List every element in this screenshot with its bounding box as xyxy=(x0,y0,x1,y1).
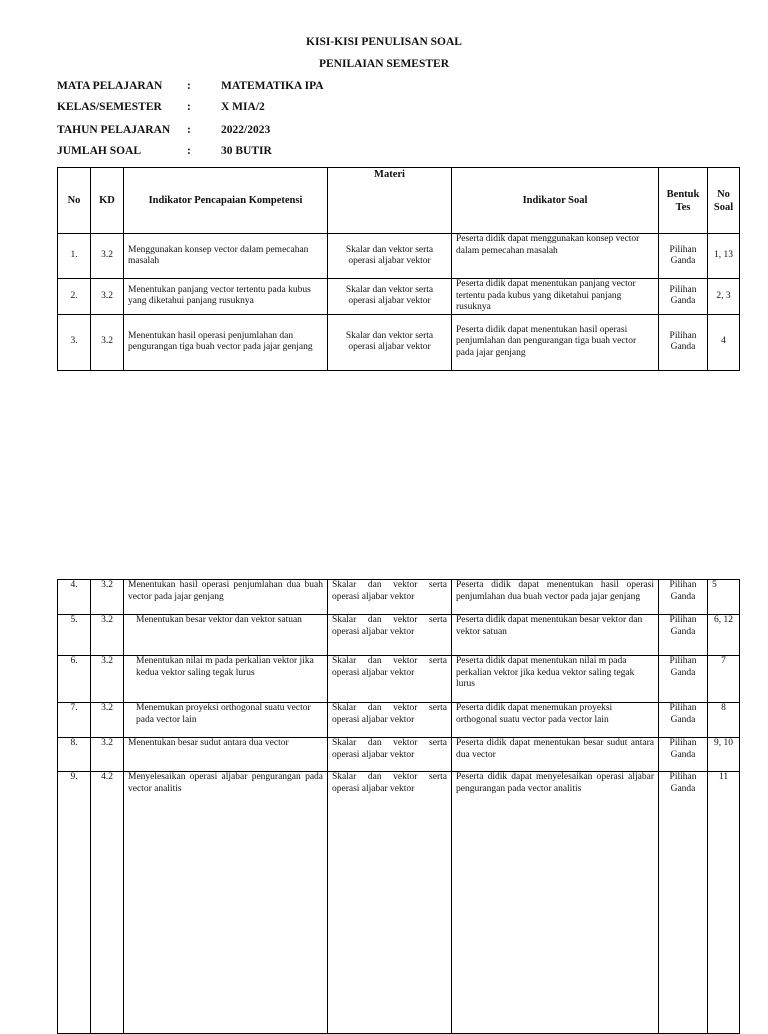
header-no-soal: No Soal xyxy=(708,168,740,234)
cell-indikator-soal: Peserta didik dapat menemukan proyeksi orthogonal suatu vector pada vector lain xyxy=(452,703,659,738)
cell-no-soal: 5 xyxy=(708,580,740,615)
cell-indikator-soal: Peserta didik dapat menentukan panjang vector tertentu pada kubus yang diketahui panjang rusuknya xyxy=(452,279,659,315)
cell-materi: Skalar dan vektor serta operasi aljabar vektor xyxy=(328,580,452,615)
meta-value: 2022/2023 xyxy=(221,124,271,136)
cell-indikator-soal: Peserta didik dapat menyelesaikan operasi aljabar pengurangan pada vector analitis xyxy=(452,772,659,1034)
cell-no: 4. xyxy=(58,580,91,615)
table-row xyxy=(58,615,740,656)
cell-no-soal: 9, 10 xyxy=(708,738,740,772)
cell-kd: 3.2 xyxy=(91,234,124,279)
table-row xyxy=(58,703,740,738)
cell-indikator-soal: Peserta didik dapat menentukan nilai m pada perkalian vektor jika kedua vektor saling tegak lurus xyxy=(452,656,659,703)
cell-no: 7. xyxy=(58,703,91,738)
meta-label: MATA PELAJARAN xyxy=(57,80,163,92)
cell-no: 8. xyxy=(58,738,91,772)
cell-no: 2. xyxy=(58,279,91,315)
cell-kd: 3.2 xyxy=(91,656,124,703)
cell-indikator-soal: Peserta didik dapat menentukan besar vektor dan vektor satuan xyxy=(452,615,659,656)
table-row xyxy=(58,279,740,315)
cell-ipk: Menentukan besar sudut antara dua vector xyxy=(124,738,328,772)
cell-no: 5. xyxy=(58,615,91,656)
cell-materi: Skalar dan vektor serta operasi aljabar vektor xyxy=(328,772,452,1034)
kisi-kisi-table-2 xyxy=(57,579,740,1034)
cell-bentuk-tes: Pilihan Ganda xyxy=(659,234,708,279)
kisi-kisi-table-1 xyxy=(57,167,740,371)
header-materi: Materi xyxy=(328,168,452,234)
meta-label: JUMLAH SOAL xyxy=(57,145,142,157)
meta-colon: : xyxy=(187,80,191,92)
table-row xyxy=(58,656,740,703)
cell-bentuk-tes: Pilihan Ganda xyxy=(659,772,708,1034)
cell-ipk: Menggunakan konsep vector dalam pemecahan masalah xyxy=(124,234,328,279)
cell-bentuk-tes: Pilihan Ganda xyxy=(659,279,708,315)
cell-no-soal: 6, 12 xyxy=(708,615,740,656)
cell-kd: 3.2 xyxy=(91,738,124,772)
cell-no-soal: 8 xyxy=(708,703,740,738)
cell-indikator-soal: Peserta didik dapat menggunakan konsep vector dalam pemecahan masalah xyxy=(452,234,659,279)
cell-materi: Skalar dan vektor serta operasi aljabar vektor xyxy=(328,615,452,656)
table-row xyxy=(58,580,740,615)
cell-kd: 3.2 xyxy=(91,580,124,615)
table-header-row xyxy=(58,168,740,234)
cell-no-soal: 1, 13 xyxy=(708,234,740,279)
cell-materi: Skalar dan vektor serta operasi aljabar vektor xyxy=(328,703,452,738)
document-title: KISI-KISI PENULISAN SOAL xyxy=(306,36,462,48)
header-bentuk-tes: Bentuk Tes xyxy=(659,168,708,234)
cell-no-soal: 2, 3 xyxy=(708,279,740,315)
table-row xyxy=(58,772,740,1034)
cell-kd: 4.2 xyxy=(91,772,124,1034)
meta-label: KELAS/SEMESTER xyxy=(57,101,162,113)
cell-kd: 3.2 xyxy=(91,615,124,656)
cell-no: 6. xyxy=(58,656,91,703)
cell-ipk: Menentukan besar vektor dan vektor satuan xyxy=(124,615,328,656)
table-row xyxy=(58,314,740,370)
cell-ipk: Menyelesaikan operasi aljabar pengurangan pada vector analitis xyxy=(124,772,328,1034)
cell-ipk: Menentukan nilai m pada perkalian vektor jika kedua vektor saling tegak lurus xyxy=(124,656,328,703)
meta-colon: : xyxy=(187,145,191,157)
cell-bentuk-tes: Pilihan Ganda xyxy=(659,580,708,615)
meta-value: 30 BUTIR xyxy=(221,145,272,157)
cell-bentuk-tes: Pilihan Ganda xyxy=(659,703,708,738)
cell-ipk: Menentukan hasil operasi penjumlahan dua buah vector pada jajar genjang xyxy=(124,580,328,615)
meta-value: X MIA/2 xyxy=(221,101,265,113)
header-kd: KD xyxy=(91,168,124,234)
cell-materi: Skalar dan vektor serta operasi aljabar vektor xyxy=(328,234,452,279)
cell-ipk: Menentukan hasil operasi penjumlahan dan pengurangan tiga buah vector pada jajar genjang xyxy=(124,314,328,370)
cell-materi: Skalar dan vektor serta operasi aljabar vektor xyxy=(328,279,452,315)
cell-no: 1. xyxy=(58,234,91,279)
cell-materi: Skalar dan vektor serta operasi aljabar vektor xyxy=(328,314,452,370)
cell-indikator-soal: Peserta didik dapat menentukan besar sudut antara dua vector xyxy=(452,738,659,772)
document-subtitle: PENILAIAN SEMESTER xyxy=(318,58,450,70)
cell-no-soal: 7 xyxy=(708,656,740,703)
cell-bentuk-tes: Pilihan Ganda xyxy=(659,656,708,703)
cell-no: 9. xyxy=(58,772,91,1034)
cell-materi: Skalar dan vektor serta operasi aljabar vektor xyxy=(328,738,452,772)
cell-no: 3. xyxy=(58,314,91,370)
cell-bentuk-tes: Pilihan Ganda xyxy=(659,314,708,370)
cell-ipk: Menemukan proyeksi orthogonal suatu vector pada vector lain xyxy=(124,703,328,738)
cell-materi: Skalar dan vektor serta operasi aljabar vektor xyxy=(328,656,452,703)
cell-no-soal: 4 xyxy=(708,314,740,370)
header-no: No xyxy=(58,168,91,234)
meta-label: TAHUN PELAJARAN xyxy=(57,124,171,136)
meta-colon: : xyxy=(187,124,191,136)
meta-value: MATEMATIKA IPA xyxy=(221,80,324,92)
table-row xyxy=(58,234,740,279)
cell-bentuk-tes: Pilihan Ganda xyxy=(659,615,708,656)
cell-indikator-soal: Peserta didik dapat menentukan hasil operasi penjumlahan dan pengurangan tiga buah vector pada jajar genjang xyxy=(452,314,659,370)
meta-colon: : xyxy=(187,101,191,113)
cell-kd: 3.2 xyxy=(91,314,124,370)
table-row xyxy=(58,738,740,772)
cell-ipk: Menentukan panjang vector tertentu pada kubus yang diketahui panjang rusuknya xyxy=(124,279,328,315)
cell-no-soal: 11 xyxy=(708,772,740,1034)
header-indikator-soal: Indikator Soal xyxy=(452,168,659,234)
cell-kd: 3.2 xyxy=(91,279,124,315)
cell-kd: 3.2 xyxy=(91,703,124,738)
cell-bentuk-tes: Pilihan Ganda xyxy=(659,738,708,772)
header-ipk: Indikator Pencapaian Kompetensi xyxy=(124,168,328,234)
cell-indikator-soal: Peserta didik dapat menentukan hasil operasi penjumlahan dua buah vector pada jajar genjang xyxy=(452,580,659,615)
